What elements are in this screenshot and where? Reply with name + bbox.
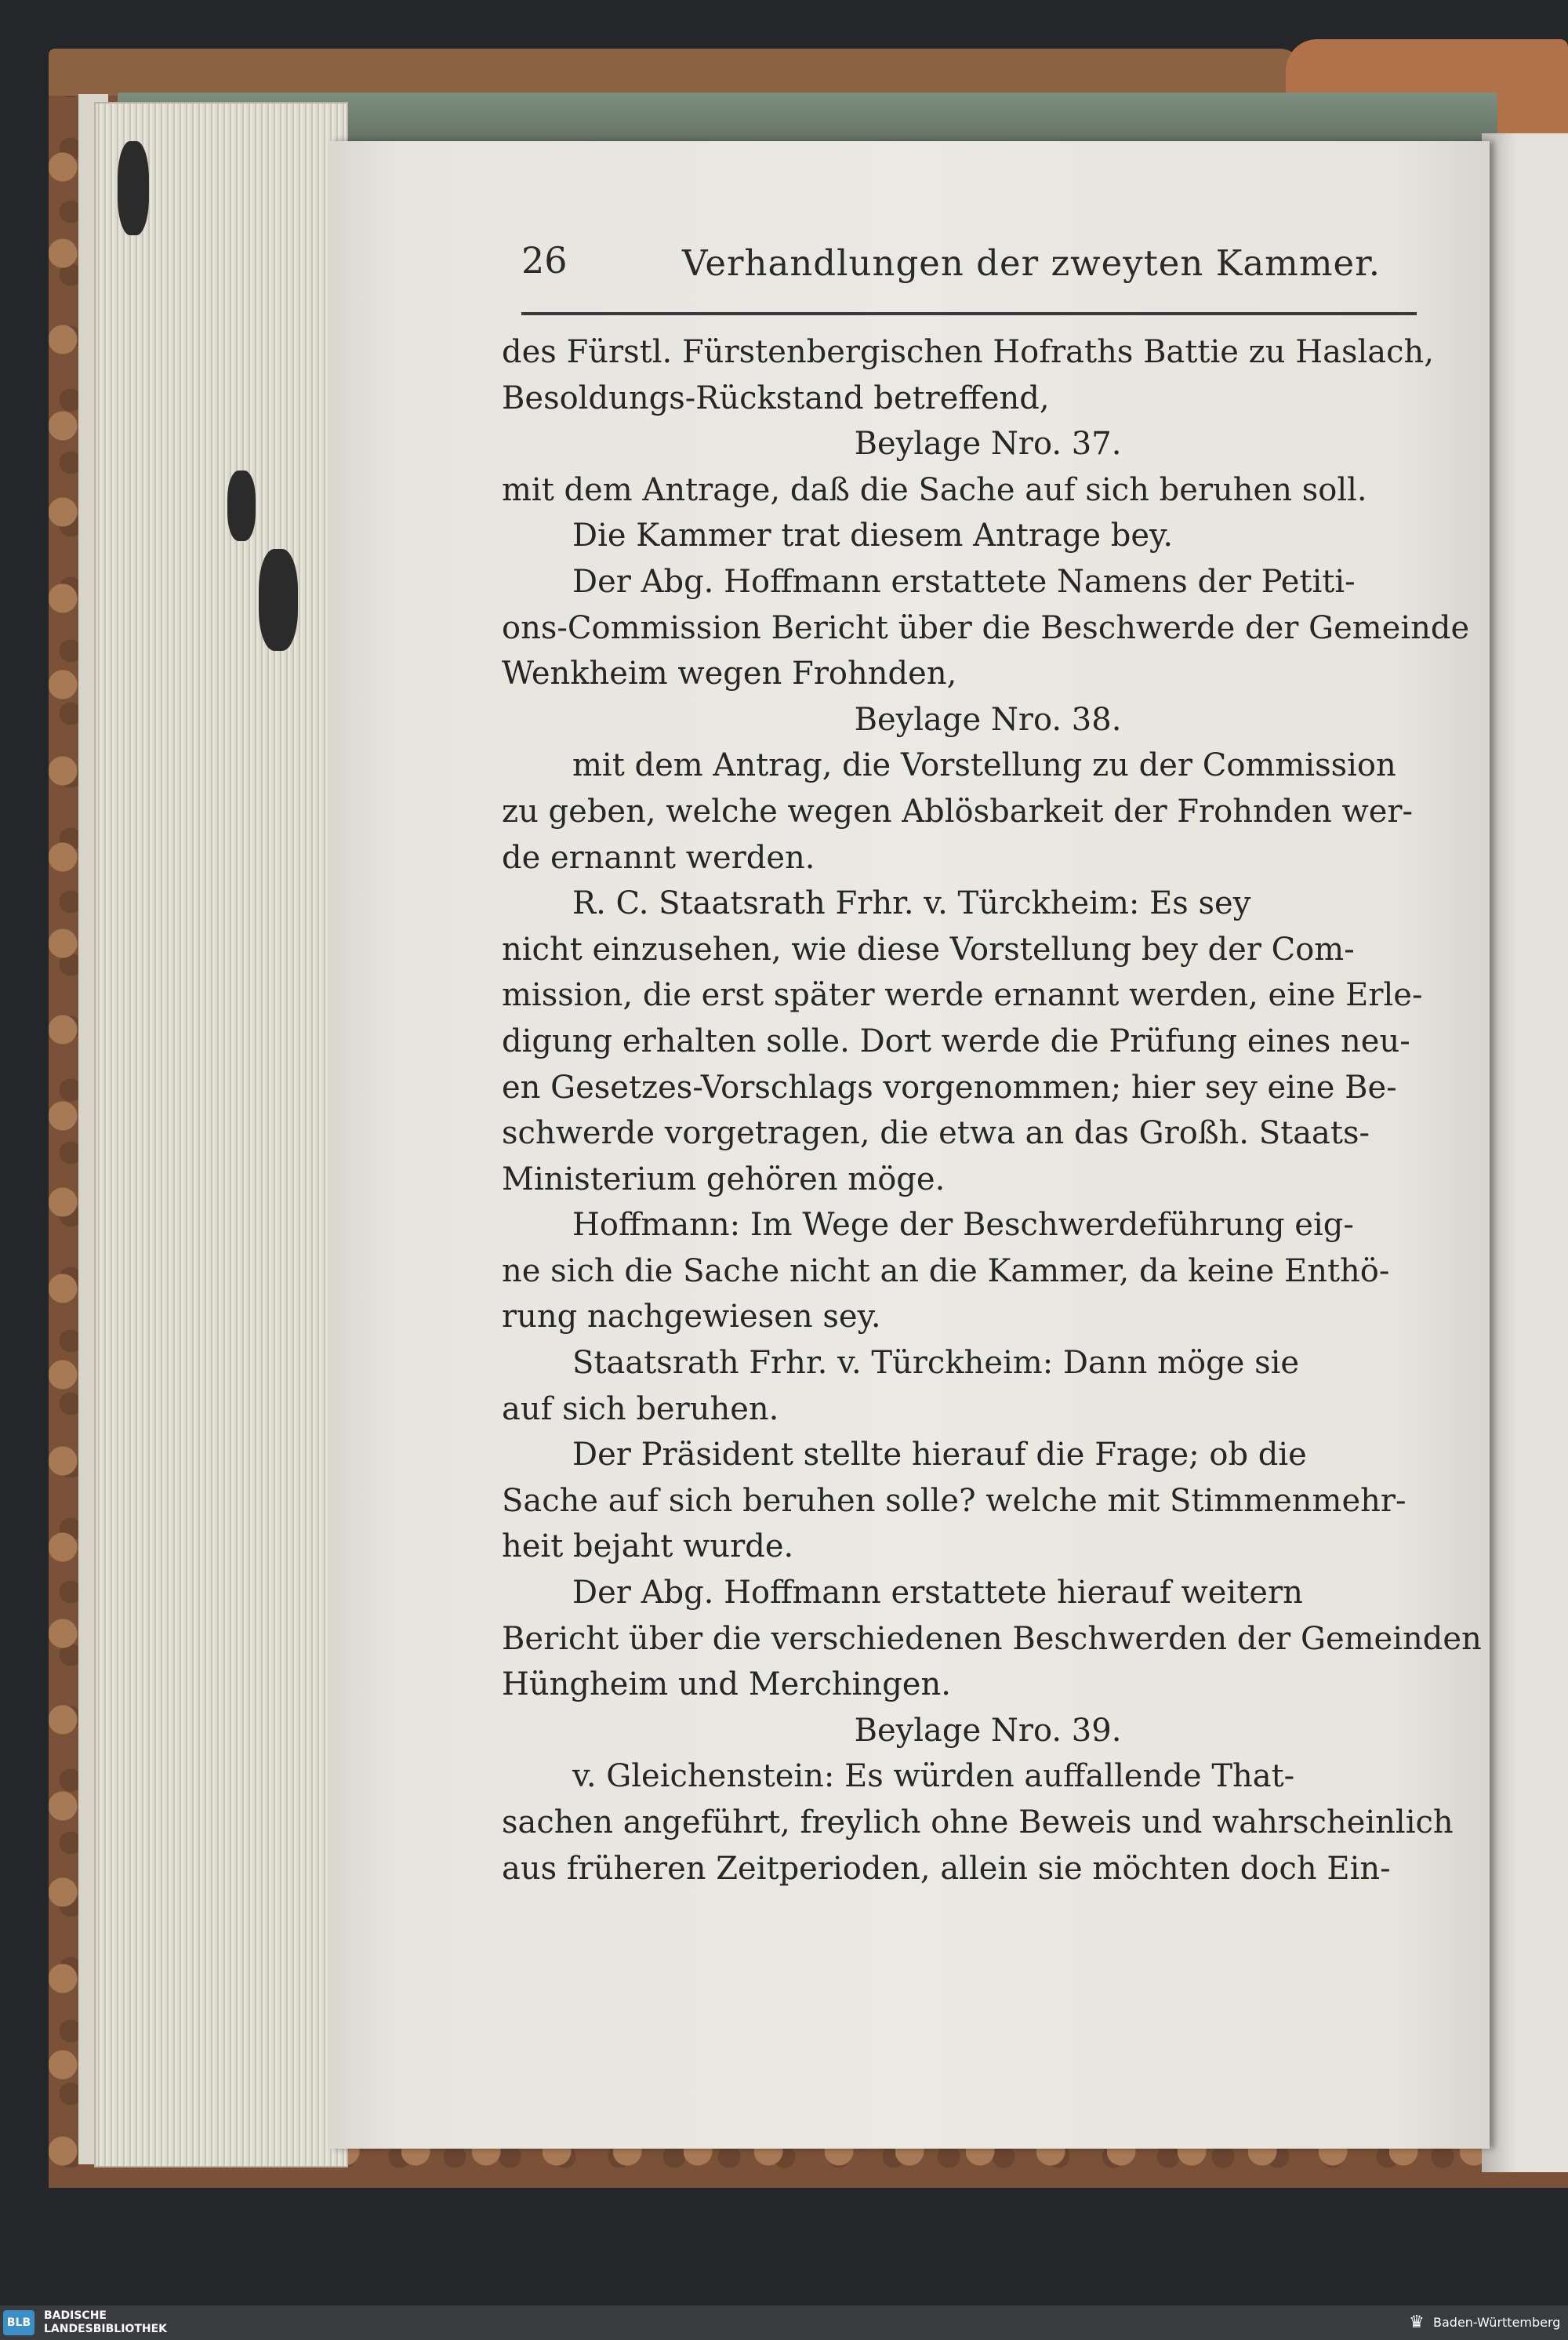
text-line: ons-Commission Bericht über die Beschwerde der Gemeinde: [502, 609, 1470, 646]
text-line: sachen angeführt, freylich ohne Beweis und wahrscheinlich: [502, 1804, 1454, 1840]
page-stack: [94, 102, 348, 2167]
attachment-heading: Beylage Nro. 38.: [854, 701, 1122, 738]
text-line: Der Präsident stellte hierauf die Frage; ob die: [572, 1437, 1307, 1473]
text-line: mission, die erst später werde ernannt werden, eine Erle-: [502, 977, 1423, 1014]
text-line: heit bejaht wurde.: [502, 1528, 794, 1565]
running-head: Verhandlungen der zweyten Kammer.: [682, 242, 1381, 284]
text-line: Ministerium gehören möge.: [502, 1161, 946, 1197]
text-line: Bericht über die verschiedenen Beschwerden der Gemeinden: [502, 1620, 1482, 1657]
text-line: Sache auf sich beruhen solle? welche mit Stimmenmehr-: [502, 1482, 1406, 1519]
footer-bar: [0, 2305, 1568, 2340]
text-line: Der Abg. Hoffmann erstattete Namens der Petiti-: [572, 563, 1356, 600]
state-crest-icon: ♛: [1409, 2312, 1425, 2332]
ink-stain: [118, 141, 149, 235]
text-line: Wenkheim wegen Frohnden,: [502, 656, 957, 692]
text-line: rung nachgewiesen sey.: [502, 1299, 881, 1335]
ink-stain: [259, 549, 298, 651]
text-line: Staatsrath Frhr. v. Türckheim: Dann möge sie: [572, 1345, 1300, 1382]
text-line: mit dem Antrage, daß die Sache auf sich beruhen soll.: [502, 471, 1367, 508]
text-line: Hoffmann: Im Wege der Beschwerdeführung eig-: [572, 1207, 1354, 1244]
library-name: [44, 2309, 167, 2336]
body-text: [502, 329, 1482, 1891]
library-name-line1: BADISCHE: [44, 2309, 107, 2322]
facing-page: [1482, 133, 1568, 2172]
text-line: nicht einzusehen, wie diese Vorstellung bey der Com-: [502, 931, 1355, 968]
text-line: ne sich die Sache nicht an die Kammer, da keine Enthö-: [502, 1252, 1390, 1289]
text-line: mit dem Antrag, die Vorstellung zu der Commission: [572, 747, 1396, 784]
attachment-heading: Beylage Nro. 39.: [854, 1712, 1122, 1749]
text-line: auf sich beruhen.: [502, 1390, 779, 1427]
ink-stain: [227, 471, 256, 541]
text-line: des Fürstl. Fürstenbergischen Hofraths Battie zu Haslach,: [502, 334, 1435, 370]
text-line: Besoldungs-Rückstand betreffend,: [502, 380, 1050, 416]
library-name-line2: LANDESBIBLIOTHEK: [44, 2323, 168, 2335]
text-line: de ernannt werden.: [502, 839, 815, 876]
attachment-heading: Beylage Nro. 37.: [854, 426, 1122, 463]
header-rule: [521, 312, 1417, 315]
text-line: en Gesetzes-Vorschlags vorgenommen; hier sey eine Be-: [502, 1069, 1397, 1106]
page-header: [521, 239, 1415, 294]
cover-edge-top: [49, 49, 1303, 96]
page-number: 26: [521, 239, 568, 282]
text-line: R. C. Staatsrath Frhr. v. Türckheim: Es sey: [572, 885, 1251, 922]
state-name: Baden-Württemberg: [1433, 2315, 1561, 2330]
text-line: Die Kammer trat diesem Antrage bey.: [572, 518, 1174, 554]
text-line: aus früheren Zeitperioden, allein sie möchten doch Ein-: [502, 1850, 1391, 1887]
text-line: schwerde vorgetragen, die etwa an das Großh. Staats-: [502, 1115, 1370, 1152]
text-line: Der Abg. Hoffmann erstattete hierauf weitern: [572, 1575, 1303, 1611]
blb-logo-icon: BLB: [3, 2310, 34, 2335]
text-line: digung erhalten solle. Dort werde die Prüfung eines neu-: [502, 1023, 1410, 1059]
text-line: v. Gleichenstein: Es würden auffallende That-: [572, 1758, 1295, 1795]
text-line: zu geben, welche wegen Ablösbarkeit der Frohnden wer-: [502, 793, 1414, 830]
text-line: Hüngheim und Merchingen.: [502, 1666, 951, 1703]
